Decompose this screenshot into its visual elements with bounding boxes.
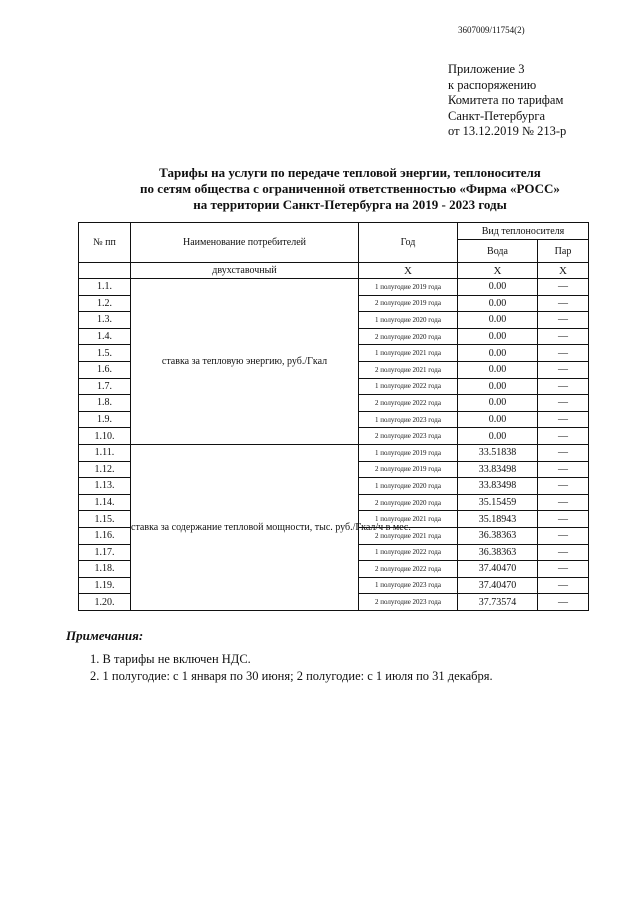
row-period: 1 полугодие 2020 года — [359, 478, 458, 495]
row-steam-value: — — [538, 279, 589, 296]
mode-label: двухставочный — [131, 263, 359, 279]
row-water-value: 0.00 — [458, 295, 538, 312]
row-number: 1.11. — [79, 444, 131, 461]
row-water-value: 0.00 — [458, 361, 538, 378]
notes-title: Примечания: — [66, 628, 144, 643]
row-water-value: 36.38363 — [458, 544, 538, 561]
row-water-value: 35.18943 — [458, 511, 538, 528]
row-steam-value: — — [538, 428, 589, 445]
mode-water: X — [458, 263, 538, 279]
row-steam-value: — — [538, 328, 589, 345]
row-number: 1.1. — [79, 279, 131, 296]
row-water-value: 0.00 — [458, 328, 538, 345]
row-water-value: 0.00 — [458, 345, 538, 362]
header-consumers: Наименование потребителей — [131, 223, 359, 263]
group-label-capacity: ставка за содержание тепловой мощности, тыс. руб./Гкал/ч в мес. — [131, 444, 359, 610]
row-number: 1.7. — [79, 378, 131, 395]
mode-cell-empty — [79, 263, 131, 279]
row-period: 1 полугодие 2020 года — [359, 312, 458, 329]
row-steam-value: — — [538, 295, 589, 312]
row-number: 1.9. — [79, 411, 131, 428]
row-steam-value: — — [538, 478, 589, 495]
row-steam-value: — — [538, 494, 589, 511]
table-row — [79, 279, 589, 296]
row-period: 1 полугодие 2019 года — [359, 279, 458, 296]
header-year: Год — [359, 223, 458, 263]
row-steam-value: — — [538, 594, 589, 611]
row-period: 1 полугодие 2022 года — [359, 378, 458, 395]
row-number: 1.16. — [79, 527, 131, 544]
row-period: 2 полугодие 2019 года — [359, 461, 458, 478]
row-water-value: 0.00 — [458, 428, 538, 445]
row-period: 2 полугодие 2023 года — [359, 594, 458, 611]
header-water: Вода — [458, 240, 538, 263]
tariff-table — [78, 222, 589, 611]
row-number: 1.10. — [79, 428, 131, 445]
row-period: 2 полугодие 2022 года — [359, 561, 458, 578]
notes-list — [90, 651, 493, 685]
row-number: 1.14. — [79, 494, 131, 511]
header-num: № пп — [79, 223, 131, 263]
row-period: 2 полугодие 2021 года — [359, 527, 458, 544]
row-period: 2 полугодие 2020 года — [359, 328, 458, 345]
row-water-value: 33.51838 — [458, 444, 538, 461]
row-period: 2 полугодие 2021 года — [359, 361, 458, 378]
document-number: 3607009/11754(2) — [458, 25, 525, 35]
row-period: 1 полугодие 2021 года — [359, 511, 458, 528]
appendix-line: Санкт-Петербурга — [448, 108, 546, 123]
row-steam-value: — — [538, 378, 589, 395]
row-steam-value: — — [538, 461, 589, 478]
title-line: Тарифы на услуги по передаче тепловой энергии, теплоносителя — [159, 165, 541, 180]
row-steam-value: — — [538, 577, 589, 594]
row-period: 2 полугодие 2020 года — [359, 494, 458, 511]
row-steam-value: — — [538, 544, 589, 561]
row-number: 1.12. — [79, 461, 131, 478]
row-water-value: 37.40470 — [458, 577, 538, 594]
row-number: 1.18. — [79, 561, 131, 578]
row-water-value: 33.83498 — [458, 461, 538, 478]
appendix-line: от 13.12.2019 № 213-р — [448, 124, 567, 138]
group-label-energy: ставка за тепловую энергию, руб./Гкал — [131, 279, 359, 445]
appendix-header — [448, 62, 566, 140]
row-period: 2 полугодие 2019 года — [359, 295, 458, 312]
row-steam-value: — — [538, 312, 589, 329]
row-period: 1 полугодие 2019 года — [359, 444, 458, 461]
row-number: 1.6. — [79, 361, 131, 378]
title-line: на территории Санкт-Петербурга на 2019 - 2023 годы — [193, 197, 507, 212]
row-period: 1 полугодие 2022 года — [359, 544, 458, 561]
row-steam-value: — — [538, 411, 589, 428]
mode-row — [79, 263, 589, 279]
appendix-line: к распоряжению — [448, 77, 537, 92]
row-steam-value: — — [538, 444, 589, 461]
title-line: по сетям общества с ограниченной ответственностью «Фирма «РОСС» — [140, 181, 560, 196]
row-water-value: 37.73574 — [458, 594, 538, 611]
row-steam-value: — — [538, 345, 589, 362]
row-steam-value: — — [538, 527, 589, 544]
row-steam-value: — — [538, 395, 589, 412]
row-number: 1.15. — [79, 511, 131, 528]
row-number: 1.20. — [79, 594, 131, 611]
header-carrier-type: Вид теплоносителя — [458, 223, 589, 240]
row-period: 1 полугодие 2023 года — [359, 577, 458, 594]
row-period: 1 полугодие 2023 года — [359, 411, 458, 428]
row-water-value: 0.00 — [458, 395, 538, 412]
row-water-value: 0.00 — [458, 411, 538, 428]
note-item: 1. В тарифы не включен НДС. — [90, 652, 251, 666]
row-water-value: 37.40470 — [458, 561, 538, 578]
mode-year: X — [359, 263, 458, 279]
table-row — [79, 444, 589, 461]
row-steam-value: — — [538, 561, 589, 578]
row-water-value: 0.00 — [458, 378, 538, 395]
row-number: 1.3. — [79, 312, 131, 329]
row-number: 1.5. — [79, 345, 131, 362]
appendix-line: Приложение 3 — [448, 62, 525, 76]
row-steam-value: — — [538, 361, 589, 378]
row-period: 2 полугодие 2023 года — [359, 428, 458, 445]
row-number: 1.8. — [79, 395, 131, 412]
header-steam: Пар — [538, 240, 589, 263]
row-number: 1.2. — [79, 295, 131, 312]
row-steam-value: — — [538, 511, 589, 528]
mode-steam: X — [538, 263, 589, 279]
document-title — [80, 165, 620, 213]
row-water-value: 0.00 — [458, 279, 538, 296]
row-number: 1.19. — [79, 577, 131, 594]
row-water-value: 36.38363 — [458, 527, 538, 544]
appendix-line: Комитета по тарифам — [448, 93, 564, 107]
row-period: 2 полугодие 2022 года — [359, 395, 458, 412]
row-number: 1.4. — [79, 328, 131, 345]
row-water-value: 33.83498 — [458, 478, 538, 495]
row-number: 1.13. — [79, 478, 131, 495]
row-water-value: 35.15459 — [458, 494, 538, 511]
row-period: 1 полугодие 2021 года — [359, 345, 458, 362]
row-water-value: 0.00 — [458, 312, 538, 329]
note-item: 2. 1 полугодие: с 1 января по 30 июня; 2 полугодие: с 1 июля по 31 декабря. — [90, 669, 493, 683]
row-number: 1.17. — [79, 544, 131, 561]
